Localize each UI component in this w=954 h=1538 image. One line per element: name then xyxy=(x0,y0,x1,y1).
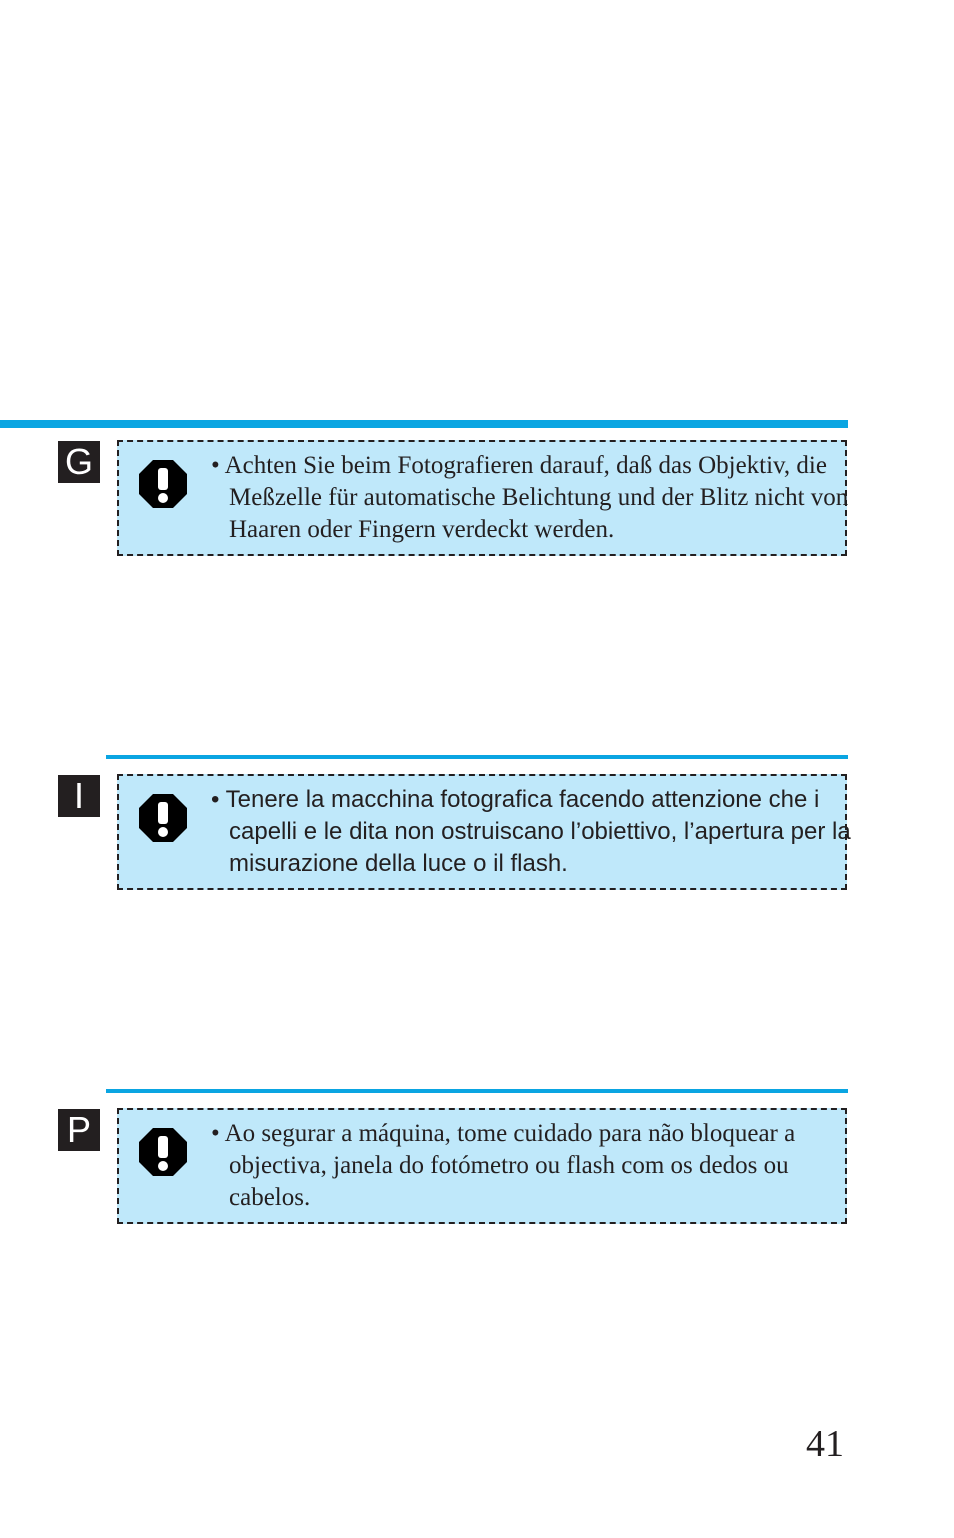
section-divider xyxy=(106,1089,848,1093)
caution-icon xyxy=(139,460,187,508)
section-divider xyxy=(106,755,848,759)
caution-icon xyxy=(139,1128,187,1176)
section-divider xyxy=(0,420,848,428)
caution-text-portuguese: • Ao segurar a máquina, tome cuidado para não bloquear a objectiva, janela do fotómetro ou flash com os dedos ou cabelos. xyxy=(211,1120,796,1211)
caution-box-german xyxy=(117,440,847,556)
language-tab-german: G xyxy=(58,441,100,483)
caution-icon xyxy=(139,794,187,842)
caution-text-italian: • Tenere la macchina fotografica facendo attenzione che i capelli e le dita non ostruiscano l’obiettivo, l’apertura per la misurazione della luce o il flash. xyxy=(211,786,851,877)
language-tab-italian: I xyxy=(58,775,100,817)
caution-text-german: • Achten Sie beim Fotografieren darauf, daß das Objektiv, die Meßzelle für automatische Belichtung und der Blitz nicht von Haaren oder Fingern verdeckt werden. xyxy=(211,452,849,543)
caution-box-portuguese xyxy=(117,1108,847,1224)
caution-box-italian xyxy=(117,774,851,890)
language-tab-portuguese: P xyxy=(58,1109,100,1151)
page-number: 41 xyxy=(806,1423,844,1465)
